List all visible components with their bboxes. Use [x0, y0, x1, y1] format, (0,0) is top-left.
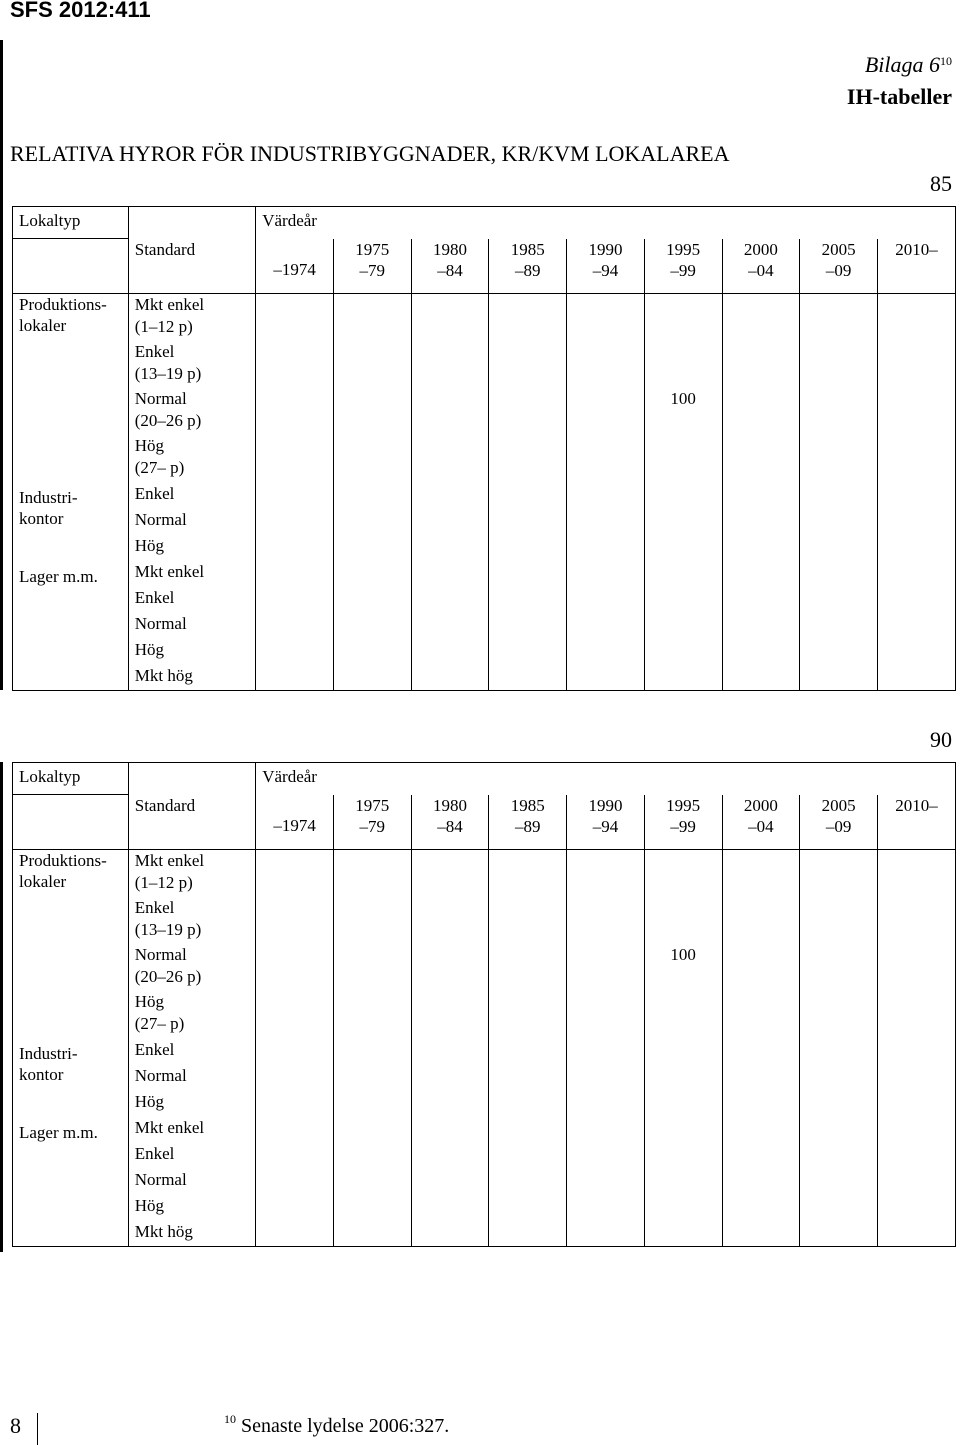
value-column	[256, 294, 334, 691]
year-header-cell	[333, 795, 411, 850]
year-header-cell	[256, 795, 334, 850]
lokaltyp-industrikontor: Industri- kontor	[19, 488, 78, 528]
table-number: 90	[930, 727, 952, 752]
lokaltyp-lager: Lager m.m.	[19, 567, 98, 586]
standard-column	[128, 294, 255, 691]
year-header-cell	[567, 795, 645, 850]
standard-header-cell	[128, 239, 255, 294]
lokaltyp-produktion: Produktions- lokaler	[19, 295, 107, 335]
standard-item: Normal	[134, 1170, 187, 1189]
year-label: 1975	[355, 795, 390, 815]
value-column	[644, 850, 722, 1247]
value-column	[800, 850, 878, 1247]
value-column	[567, 294, 645, 691]
year-label-end: –99	[670, 260, 696, 280]
year-header-cell	[567, 239, 645, 294]
footnote: $^{10}$ Senaste lydelse 2006:327.	[224, 1412, 450, 1437]
year-label: 1990	[588, 239, 623, 259]
base-value: 100	[670, 945, 696, 964]
year-header-cell	[722, 239, 800, 294]
standard-item: Hög	[134, 640, 165, 659]
value-column	[489, 294, 567, 691]
lokaltyp-industrikontor: Industri- kontor	[19, 1044, 78, 1084]
year-label: –1974	[273, 815, 316, 835]
standard-item: Hög	[134, 1196, 165, 1215]
standard-item: Enkel (13–19 p)	[134, 342, 202, 383]
year-label: 2005	[821, 795, 856, 815]
year-label: 2005	[821, 239, 856, 259]
year-label: 2010–	[895, 795, 938, 815]
standard-item: Hög	[134, 1092, 165, 1111]
value-column	[411, 294, 489, 691]
year-label-end: –04	[748, 260, 774, 280]
value-column	[877, 294, 955, 691]
footer-divider	[37, 1413, 38, 1445]
value-column	[411, 850, 489, 1247]
year-header-cell	[411, 795, 489, 850]
year-label-end: –99	[670, 816, 696, 836]
value-column	[877, 850, 955, 1247]
standard-item: Normal	[134, 1066, 187, 1085]
year-header-cell	[411, 239, 489, 294]
table-number: 85	[930, 171, 952, 196]
year-header-cell	[722, 795, 800, 850]
year-label: 1985	[510, 239, 545, 259]
lokaltyp-lager: Lager m.m.	[19, 1123, 98, 1142]
year-header-cell	[644, 239, 722, 294]
value-column	[489, 850, 567, 1247]
value-column	[333, 850, 411, 1247]
lokaltyp-header-cell	[13, 207, 129, 239]
year-header-cell	[877, 795, 955, 850]
standard-item: Enkel	[134, 1144, 175, 1163]
appendix-label: Bilaga $6^{10}$	[864, 52, 952, 77]
year-label: 1990	[588, 795, 623, 815]
vardear-header: Värdeår	[262, 767, 317, 786]
sfs-number: SFS 2012:411	[10, 0, 151, 22]
standard-item: Enkel (13–19 p)	[134, 898, 202, 939]
value-column	[256, 850, 334, 1247]
standard-item: Normal (20–26 p)	[134, 389, 202, 430]
vardear-header: Värdeår	[262, 211, 317, 230]
standard-item: Mkt enkel (1–12 p)	[134, 295, 205, 336]
year-label: 1985	[510, 795, 545, 815]
year-label-end: –89	[514, 816, 541, 836]
year-label-end: –79	[359, 816, 386, 836]
year-label: 2000	[743, 239, 778, 259]
year-label-end: –84	[437, 260, 463, 280]
rent-table-85	[12, 206, 956, 696]
standard-item: Enkel	[134, 588, 175, 607]
year-label: –1974	[273, 259, 316, 279]
year-label: 1975	[355, 239, 390, 259]
ih-tabeller-label: IH-tabeller	[846, 84, 952, 109]
year-label: 1995	[666, 795, 701, 815]
year-label-end: –09	[825, 260, 852, 280]
rent-table-90	[12, 762, 956, 1252]
lokaltyp-column	[13, 850, 129, 1247]
margin-bar-top	[0, 40, 3, 690]
standard-header: Standard	[134, 239, 196, 259]
base-value: 100	[670, 389, 696, 408]
standard-item: Hög	[134, 536, 165, 555]
page-number: 8	[10, 1413, 21, 1438]
year-header-cell	[256, 239, 334, 294]
standard-item: Enkel	[134, 484, 175, 503]
table-grid	[12, 762, 956, 1247]
year-label-end: –94	[592, 816, 619, 836]
value-column	[333, 294, 411, 691]
value-column	[800, 294, 878, 691]
standard-item: Normal	[134, 614, 187, 633]
lokaltyp-header: Lokaltyp	[19, 767, 81, 786]
margin-bar-bottom	[0, 762, 3, 1252]
standard-header: Standard	[134, 795, 196, 815]
year-header-cell	[333, 239, 411, 294]
standard-column	[128, 850, 255, 1247]
table-grid	[12, 206, 956, 691]
year-label-end: –04	[748, 816, 774, 836]
standard-item: Normal (20–26 p)	[134, 945, 202, 986]
year-label: 2000	[743, 795, 778, 815]
year-header-cell	[489, 239, 567, 294]
year-label: 1980	[433, 795, 468, 815]
standard-item: Hög (27– p)	[134, 992, 185, 1033]
standard-item: Hög (27– p)	[134, 436, 185, 477]
lokaltyp-column	[13, 294, 129, 691]
year-label-end: –84	[437, 816, 463, 836]
year-label-end: –09	[825, 816, 852, 836]
year-label-end: –89	[514, 260, 541, 280]
standard-item: Mkt enkel (1–12 p)	[134, 851, 205, 892]
year-header-cell	[489, 795, 567, 850]
page-title: RELATIVA HYROR FÖR INDUSTRIBYGGNADER, KR/KVM LOKALAREA	[10, 141, 730, 166]
year-label: 1995	[666, 239, 701, 259]
year-label: 2010–	[895, 239, 938, 259]
year-label: 1980	[433, 239, 468, 259]
year-label-end: –79	[359, 260, 386, 280]
lokaltyp-header: Lokaltyp	[19, 211, 81, 230]
lokaltyp-produktion: Produktions- lokaler	[19, 851, 107, 891]
value-column	[722, 850, 800, 1247]
year-header-cell	[644, 795, 722, 850]
standard-item: Normal	[134, 510, 187, 529]
standard-item: Mkt hög	[134, 666, 193, 685]
year-header-cell	[877, 239, 955, 294]
year-header-cell	[800, 795, 878, 850]
standard-item: Mkt hög	[134, 1222, 193, 1241]
value-column	[722, 294, 800, 691]
vardear-header-cell	[256, 763, 956, 795]
value-column	[644, 294, 722, 691]
standard-item: Mkt enkel	[134, 1118, 205, 1137]
vardear-header-cell	[256, 207, 956, 239]
standard-header-cell	[128, 795, 255, 850]
year-header-cell	[800, 239, 878, 294]
value-column	[567, 850, 645, 1247]
lokaltyp-header-cell	[13, 763, 129, 795]
standard-item: Enkel	[134, 1040, 175, 1059]
standard-item: Mkt enkel	[134, 562, 205, 581]
year-label-end: –94	[592, 260, 619, 280]
